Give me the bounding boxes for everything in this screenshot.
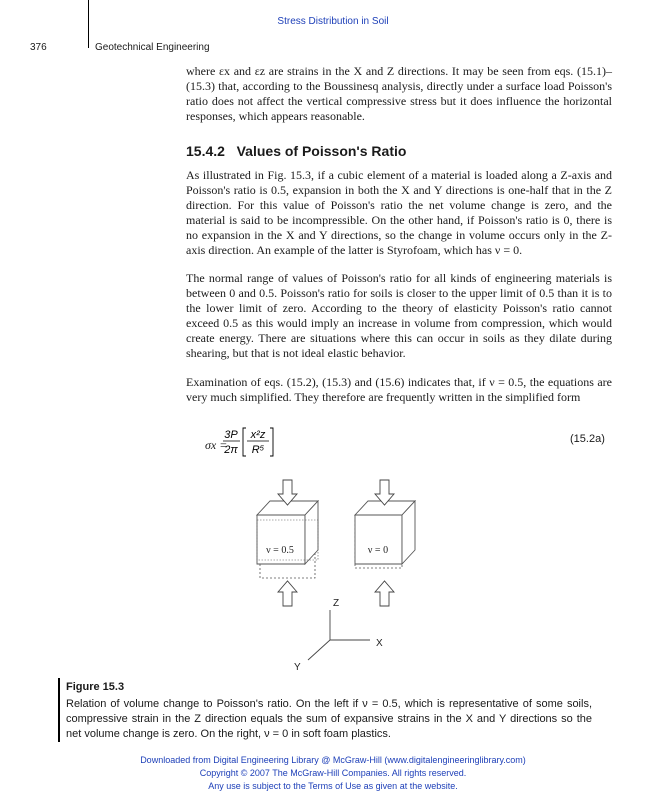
equation-fraction (222, 426, 278, 458)
running-head: Stress Distribution in Soil (277, 16, 389, 27)
axis-y-line (308, 640, 330, 660)
paragraph-strains: where εx and εz are strains in the X and Z directions. It may be seen from eqs. (15.1)–(15.3) that, according to the Boussinesq analysis, directly under a surface load Poisson's ratio does not affect the vertical compressive stress but it does influence the horizontal responses, which appears reasonable. (186, 64, 612, 123)
book-title: Geotechnical Engineering (95, 42, 210, 53)
figure-caption: Relation of volume change to Poisson's ratio. On the left if ν = 0.5, which is representative of some soils, compressive strain in the Z direction equals the sum of expansive strains in the X and Y directions so the net volume change is zero. On the right, ν = 0 in soft foam plastics. (66, 698, 592, 740)
equation-denominator-coeff: 2π (224, 444, 238, 456)
right-cube-label: ν = 0 (367, 545, 389, 556)
equation-lhs: σx = (205, 438, 228, 452)
axis-y-label: Y (294, 662, 301, 673)
caption-rule (58, 678, 60, 742)
equation-label: (15.2a) (570, 433, 605, 445)
paragraph-examination: Examination of eqs. (15.2), (15.3) and (15.6) indicates that, if ν = 0.5, the equations are very much simplified. They therefore are frequently written in the simplified form (186, 375, 612, 404)
left-cube-diagram (257, 480, 318, 606)
footer-download-notice[interactable]: Downloaded from Digital Engineering Library @ McGraw-Hill (www.digitalengineeringlibrary.com) (140, 755, 526, 765)
equation-bracket-denominator: R⁵ (251, 444, 265, 456)
equation-bracket-numerator: x²z (250, 429, 266, 441)
axis-x-label: X (376, 638, 383, 649)
section-number: 15.4.2 (186, 143, 225, 159)
figure-15-3 (230, 478, 430, 673)
axis-z-label: Z (333, 598, 340, 609)
header-divider (88, 0, 89, 48)
axis-diagram (308, 610, 370, 660)
right-cube-diagram (355, 480, 415, 606)
equation-numerator-coeff: 3P (224, 429, 238, 441)
page-number: 376 (30, 42, 47, 53)
section-heading (186, 143, 406, 159)
figure-title: Figure 15.3 (66, 681, 125, 693)
paragraph-normal-range: The normal range of values of Poisson's ratio for all kinds of engineering materials is between 0 and 0.5. Poisson's ratio for soils is closer to the upper limit of 0.5 than it is to the lower limit of zero. According to the theory of elasticity Poisson's ratio cannot exceed 0.5 as this would imply an increase in volume from compression, which would create energy. There are situations where this can occur in soils as they dilate during shearing, but that is not ideal elastic behavior. (186, 271, 612, 360)
paragraph-cubic-element: As illustrated in Fig. 15.3, if a cubic element of a material is loaded along a Z-axis and Poisson's ratio is 0.5, expansion in both the X and Y directions is one-half that in the Z direction. For this value of Poisson's ratio the net volume change is zero, and the material is said to be incompressible. On the other hand, if Poisson's ratio is 0, there is no expansion in the X and Y directions, so the change in volume occurs only in the Z-axis direction. An example of the latter is Styrofoam, which has ν = 0. (186, 168, 612, 257)
section-title: Values of Poisson's Ratio (236, 143, 407, 159)
left-cube-label: ν = 0.5 (266, 545, 294, 556)
footer-copyright: Copyright © 2007 The McGraw-Hill Companies. All rights reserved. (199, 768, 467, 778)
footer-terms[interactable]: Any use is subject to the Terms of Use as given at the website. (208, 781, 458, 791)
